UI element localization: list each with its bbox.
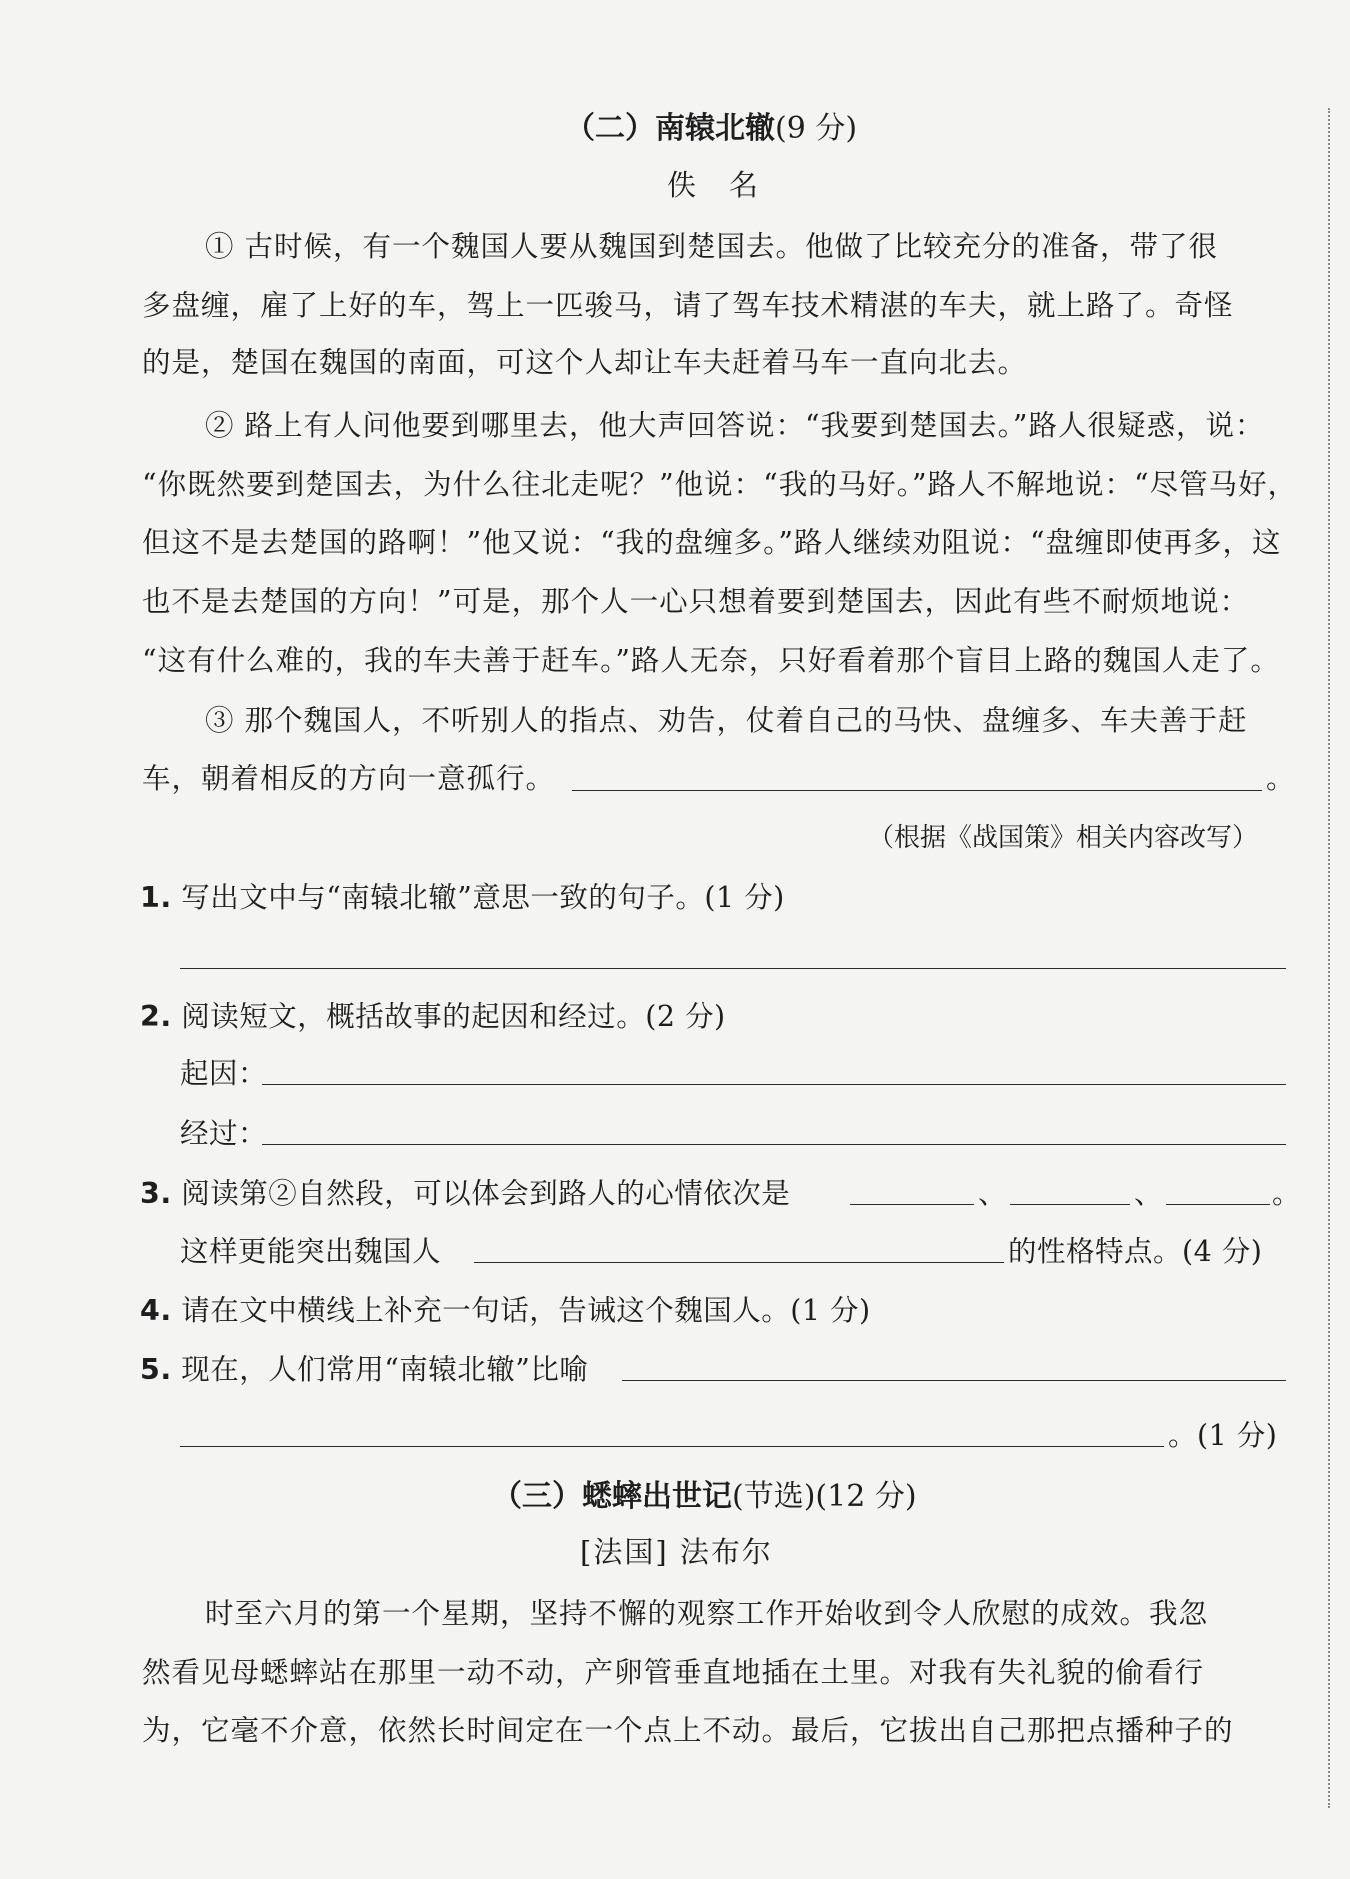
passage-line-9: ③ 那个魏国人，不听别人的指点、劝告，仗着自己的马快、盘缠多、车夫善于赶 [205,704,1248,737]
question-3-blank-2[interactable] [1010,1204,1130,1205]
question-3-number: 3. [140,1177,172,1210]
question-2-process-label: 经过： [180,1117,268,1150]
question-3-text: 阅读第②自然段，可以体会到路人的心情依次是 [181,1177,791,1210]
question-2-text: 阅读短文，概括故事的起因和经过。(2 分) [181,1000,726,1033]
question-2-cause-line[interactable] [262,1084,1286,1085]
passage-line-end-period: 。 [1266,762,1296,795]
question-5-blank-2[interactable] [180,1446,1164,1447]
passage-source: （根据《战国策》相关内容改写） [868,823,1259,853]
passage-line-4: ② 路上有人问他要到哪里去，他大声回答说：“我要到楚国去。”路人很疑惑，说： [205,409,1265,442]
question-5-text: 现在，人们常用“南辕北辙”比喻 [181,1353,589,1386]
section3-line-3: 为，它毫不介意，依然长时间定在一个点上不动。最后，它拔出自己那把点播种子的 [142,1714,1234,1747]
passage-fill-blank[interactable] [572,790,1262,791]
section3-title [492,1471,917,1515]
section2-title-points: (9 分) [775,111,858,146]
question-1 [140,875,785,916]
section2-title-prefix: （二） [565,111,655,146]
section2-author: 佚 名 [667,168,761,202]
question-3-line2-prefix: 这样更能突出魏国人 [180,1235,442,1268]
passage-line-7: 也不是去楚国的方向！”可是，那个人一心只想着要到楚国去，因此有些不耐烦地说： [142,585,1250,618]
question-2-cause-label: 起因： [180,1057,268,1090]
section3-title-main: 蟋蟀出世记 [582,1479,732,1514]
passage-line-3: 的是，楚国在魏国的南面，可这个人却让车夫赶着马车一直向北去。 [142,346,1028,379]
question-3 [140,1171,790,1212]
section3-line-1: 时至六月的第一个星期，坚持不懈的观察工作开始收到令人欣慰的成效。我忽 [205,1597,1209,1630]
question-4-text: 请在文中横线上补充一句话，告诫这个魏国人。(1 分) [181,1294,871,1327]
passage-line-8: “这有什么难的，我的车夫善于赶车。”路人无奈，只好看着那个盲目上路的魏国人走了。 [142,644,1280,677]
question-3-blank-1[interactable] [850,1204,974,1205]
question-1-answer-line[interactable] [180,968,1286,969]
question-2-number: 2. [140,1000,172,1033]
section3-author: [法国] 法布尔 [580,1535,773,1569]
passage-line-10: 车，朝着相反的方向一意孤行。 [142,762,556,795]
question-3-line2-suffix: 的性格特点。(4 分) [1008,1235,1263,1268]
question-4 [140,1288,871,1329]
question-1-number: 1. [140,881,172,914]
question-5-blank-1[interactable] [622,1380,1286,1381]
question-5 [140,1347,588,1388]
passage-line-5: “你既然要到楚国去，为什么往北走呢？”他说：“我的马好。”路人不解地说：“尽管马好， [142,468,1298,501]
question-3-sep-2: 、 [1134,1177,1164,1210]
passage-line-2: 多盘缠，雇了上好的车，驾上一匹骏马，请了驾车技术精湛的车夫，就上路了。奇怪 [142,289,1234,322]
passage-line-6: 但这不是去楚国的路啊！”他又说：“我的盘缠多。”路人继续劝阻说：“盘缠即使再多，这 [142,526,1282,559]
question-3-blank-4[interactable] [474,1262,1004,1263]
passage-line-1: ① 古时候，有一个魏国人要从魏国到楚国去。他做了比较充分的准备，带了很 [205,230,1219,263]
margin-dotted-line [1328,108,1330,1808]
question-4-number: 4. [140,1294,172,1327]
question-3-blank-3[interactable] [1166,1204,1270,1205]
question-2-process-line[interactable] [262,1144,1286,1145]
section3-line-2: 然看见母蟋蟀站在那里一动不动，产卵管垂直地插在土里。对我有失礼貌的偷看行 [142,1656,1205,1689]
section2-title-main: 南辕北辙 [655,111,775,146]
question-5-end: 。(1 分) [1168,1419,1278,1452]
question-5-number: 5. [140,1353,172,1386]
section2-title [565,103,857,147]
question-1-text: 写出文中与“南辕北辙”意思一致的句子。(1 分) [181,881,785,914]
question-2 [140,994,726,1035]
section3-title-prefix: （三） [492,1479,582,1514]
question-3-sep-1: 、 [978,1177,1008,1210]
question-3-end: 。 [1272,1177,1302,1210]
section3-title-points: (节选)(12 分) [732,1479,917,1514]
